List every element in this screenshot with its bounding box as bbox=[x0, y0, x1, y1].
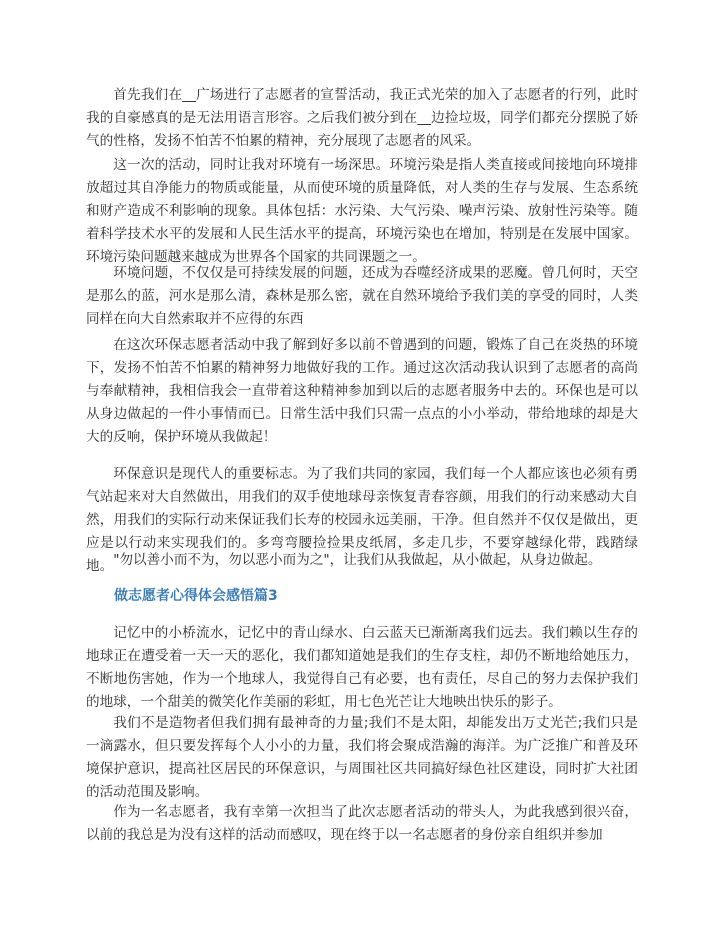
paragraph-volunteer-experience: 在这次环保志愿者活动中我了解到好多以前不曾遇到的问题，锻炼了自己在炎热的环境下，发扬不怕苦不怕累的精神努力地做好我的工作。通过这次活动我认识到了志愿者的高尚与奉献精神，我相信我会一直带着这种精神参加到以后的志愿者服务中去的。环保也是可以从身边做起的一件小事情而已。日常生活中我们只需一点点的小小举动，带给地球的却是大大的反响，保护环境从我做起！ bbox=[86, 337, 638, 445]
section-heading: 做志愿者心得体会感悟篇3 bbox=[114, 588, 278, 604]
paragraph-motto: "勿以善小而不为，勿以恶小而为之"，让我们从我做起，从小做起，从身边做起。 bbox=[113, 552, 602, 568]
paragraph-memory: 记忆中的小桥流水，记忆中的青山绿水、白云蓝天已渐渐离我们远去。我们赖以生存的地球正在遭受着一天一天的恶化，我们都知道她是我们的生存支柱，却仍不断地给她压力，不断地伤害她，作为一个地球人，我觉得自己有必要，也有责任，尽自己的努力去保护我们的地球，一个甜美的微笑化作美丽的彩虹，用七色光芒让大地映出快乐的影子。 bbox=[86, 625, 638, 710]
paragraph-environmental-awareness: 环保意识是现代人的重要标志。为了我们共同的家园，我们每一个人都应该也必须有勇气站起来对大自然做出，用我们的双手使地球母亲恢复青春容颜，用我们的行动来感动大自然，用我们的实际行动来保证我们长寿的校园永远美丽，干净。但自然并不仅仅是做出，更应是以行动来实现我们的。多弯弯腰捡捡果皮纸屑，多走几步，不要穿越绿化带，践踏绿地。 bbox=[86, 466, 638, 574]
paragraph-oath-activity: 首先我们在__广场进行了志愿者的宣誓活动，我正式光荣的加入了志愿者的行列，此时我的自豪感真的是无法用语言形容。之后我们被分到在__边捡垃圾，同学们都充分摆脱了娇气的性格，发扬不怕苦不怕累的精神，充分展现了志愿者的风采。 bbox=[86, 87, 638, 149]
paragraph-environment-problem: 环境问题，不仅仅是可持续发展的问题，还成为吞噬经济成果的恶魔。曾几何时，天空是那么的蓝，河水是那么清，森林是那么密，就在自然环境给予我们美的享受的同时，人类同样在向大自然索取并不应得的东西 bbox=[86, 265, 638, 327]
paragraph-volunteer-leader: 作为一名志愿者，我有幸第一次担当了此次志愿者活动的带头人，为此我感到很兴奋，以前的我总是为没有这样的活动而感叹，现在终于以一名志愿者的身份亲自组织并参加 bbox=[86, 804, 638, 843]
paragraph-power: 我们不是造物者但我们拥有最神奇的力量;我们不是太阳，却能发出万丈光芒;我们只是一滴露水，但只要发挥每个人小小的力量，我们将会聚成浩瀚的海洋。为广泛推广和普及环境保护意识，提高社区居民的环保意识，与周围社区共同搞好绿色社区建设，同时扩大社团的活动范围及影响。 bbox=[86, 715, 638, 800]
paragraph-environment-reflection: 这一次的活动，同时让我对环境有一场深思。环境污染是指人类直接或间接地向环境排放超过其自净能力的物质或能量，从而使环境的质量降低，对人类的生存与发展、生态系统和财产造成不利影响的现象。具体包括：水污染、大气污染、噪声污染、放射性污染等。随着科学技术水平的发展和人民生活水平的提高，环境污染也在增加，特别是在发展中国家。环境污染问题越来越成为世界各个国家的共同课题之一。 bbox=[86, 157, 638, 265]
